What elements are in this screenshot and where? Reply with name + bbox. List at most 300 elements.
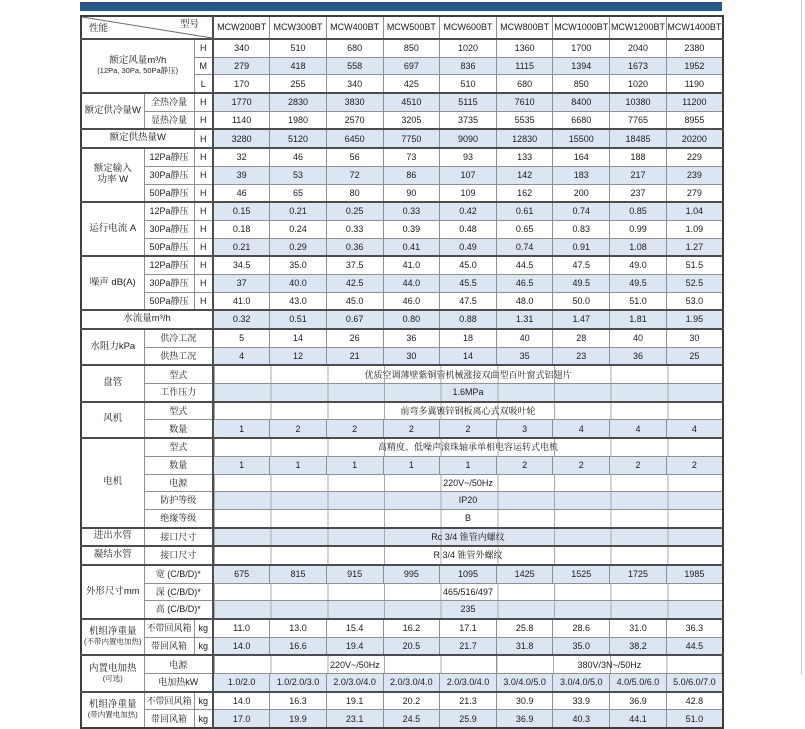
cell-input-power-30pa-MCW600BT: 107 [440, 166, 497, 184]
cell-water-flow-MCW1400BT: 1.95 [666, 310, 723, 329]
label-current-30pa: 30Pa静压 [144, 220, 194, 238]
cell-input-power-12pa-MCW400BT: 56 [326, 148, 383, 166]
cell-airflow-h-MCW600BT: 1020 [440, 39, 497, 57]
cell-airflow-l-MCW400BT: 340 [326, 75, 383, 93]
cell-dim-width-MCW200BT: 675 [213, 565, 270, 583]
cell-input-power-30pa-MCW800BT: 142 [496, 166, 553, 184]
row-noise-50pa [81, 292, 723, 310]
cell-input-power-12pa-MCW1400BT: 229 [666, 148, 723, 166]
cell-current-30pa-MCW1400BT: 1.09 [666, 220, 723, 238]
cell-cooling-total-MCW1200BT: 10380 [610, 93, 667, 111]
cell-noise-12pa-MCW1400BT: 51.5 [666, 256, 723, 274]
cell-current-30pa-MCW600BT: 0.48 [440, 220, 497, 238]
label-weight-heater-plenum: 带回风箱 [144, 710, 194, 728]
cell-heating-capacity-MCW1200BT: 18485 [610, 129, 667, 148]
label-drain-pipe-size: 接口尺寸 [144, 546, 213, 565]
cell-noise-30pa-MCW300BT: 40.0 [270, 274, 327, 292]
label-motor-power-supply: 电源 [144, 474, 213, 492]
cell-noise-30pa-MCW1000BT: 49.5 [553, 274, 610, 292]
cell-weight-heater-noplenum-MCW400BT: 19.1 [326, 692, 383, 710]
label-fan-type: 型式 [144, 402, 213, 420]
cell-input-power-12pa-MCW500BT: 73 [383, 148, 440, 166]
cell-input-power-30pa-MCW1200BT: 217 [610, 166, 667, 184]
cell-motor-qty-MCW1000BT: 2 [553, 456, 610, 474]
cell-water-resist-heating-MCW800BT: 35 [496, 347, 553, 365]
cell-input-power-30pa-MCW200BT: 39 [213, 166, 270, 184]
cell-water-resist-heating-MCW200BT: 4 [213, 347, 270, 365]
label-motor-insulation: 绝缘等级 [144, 509, 213, 527]
row-weight-noheater-noplenum [81, 619, 723, 637]
cell-input-power-30pa-MCW1400BT: 239 [666, 166, 723, 184]
row-dim-depth [81, 583, 723, 601]
cell-water-resist-cooling-MCW500BT: 36 [383, 329, 440, 347]
cell-airflow-h-MCW300BT: 510 [270, 39, 327, 57]
label-noise-30pa: 30Pa静压 [144, 274, 194, 292]
unit-input-power-12pa: H [194, 148, 213, 166]
cell-heater-kw-MCW400BT: 2.0/3.0/4.0 [326, 674, 383, 692]
cell-airflow-m-MCW1400BT: 1952 [666, 57, 723, 75]
row-airflow-h [81, 39, 723, 57]
label-input-power-50pa: 50Pa静压 [144, 184, 194, 202]
cell-current-12pa-MCW800BT: 0.61 [496, 202, 553, 220]
row-input-power-50pa [81, 184, 723, 202]
cell-input-power-50pa-MCW500BT: 90 [383, 184, 440, 202]
cell-weight-noheater-plenum-MCW1400BT: 44.5 [666, 637, 723, 655]
cell-weight-heater-plenum-MCW300BT: 19.9 [270, 710, 327, 728]
cell-motor-qty-MCW500BT: 1 [383, 456, 440, 474]
span-water-pipe-size: Rc 3/4 锥管内螺纹 [213, 528, 723, 547]
row-water-pipe-size [81, 528, 723, 547]
cell-fan-qty-MCW1200BT: 4 [610, 420, 667, 438]
cell-water-resist-cooling-MCW200BT: 5 [213, 329, 270, 347]
cell-fan-qty-MCW1000BT: 4 [553, 420, 610, 438]
cell-cooling-sensible-MCW800BT: 5535 [496, 111, 553, 129]
spec-table [80, 15, 724, 729]
cell-motor-qty-MCW400BT: 1 [326, 456, 383, 474]
cell-weight-noheater-plenum-MCW1200BT: 38.2 [610, 637, 667, 655]
row-fan-qty [81, 420, 723, 438]
cell-airflow-m-MCW800BT: 1115 [496, 57, 553, 75]
cell-heater-kw-MCW300BT: 1.0/2.0/3.0 [270, 674, 327, 692]
cell-dim-width-MCW1400BT: 1985 [666, 565, 723, 583]
cell-water-flow-MCW300BT: 0.51 [270, 310, 327, 329]
cell-weight-heater-plenum-MCW600BT: 25.9 [440, 710, 497, 728]
cell-motor-qty-MCW600BT: 1 [440, 456, 497, 474]
row-water-flow [81, 310, 723, 329]
label-water-flow: 水流量m³/h [81, 310, 213, 329]
cell-current-30pa-MCW200BT: 0.18 [213, 220, 270, 238]
label-airflow-h: 额定风量m³/h (12Pa, 30Pa, 50Pa静压) [81, 39, 194, 93]
cell-water-resist-cooling-MCW400BT: 26 [326, 329, 383, 347]
cell-water-resist-cooling-MCW300BT: 14 [270, 329, 327, 347]
label-coil-pressure: 工作压力 [144, 384, 213, 402]
span-drain-pipe-size: R 3/4 锥管外螺纹 [213, 546, 723, 565]
cell-cooling-sensible-MCW1400BT: 8955 [666, 111, 723, 129]
label-motor-qty: 数量 [144, 456, 213, 474]
cell-weight-noheater-noplenum-MCW400BT: 15.4 [326, 619, 383, 637]
label-fan-type: 风机 [81, 402, 144, 438]
cell-airflow-m-MCW300BT: 418 [270, 57, 327, 75]
model-header-MCW500BT: MCW500BT [383, 16, 440, 39]
cell-input-power-30pa-MCW300BT: 53 [270, 166, 327, 184]
unit-noise-50pa: H [194, 292, 213, 310]
unit-input-power-50pa: H [194, 184, 213, 202]
cell-water-resist-cooling-MCW1200BT: 40 [610, 329, 667, 347]
page-right-edge-line [801, 0, 802, 675]
cell-weight-noheater-plenum-MCW200BT: 14.0 [213, 637, 270, 655]
label-fan-qty: 数量 [144, 420, 213, 438]
cell-input-power-50pa-MCW800BT: 162 [496, 184, 553, 202]
span-heater-power-supply-2: 380V/3N~/50Hz [496, 655, 723, 673]
cell-water-flow-MCW400BT: 0.67 [326, 310, 383, 329]
cell-cooling-total-MCW1000BT: 8400 [553, 93, 610, 111]
cell-current-12pa-MCW400BT: 0.25 [326, 202, 383, 220]
cell-water-resist-cooling-MCW1000BT: 28 [553, 329, 610, 347]
cell-airflow-h-MCW500BT: 850 [383, 39, 440, 57]
cell-input-power-50pa-MCW600BT: 109 [440, 184, 497, 202]
cell-airflow-m-MCW500BT: 697 [383, 57, 440, 75]
unit-input-power-30pa: H [194, 166, 213, 184]
cell-noise-50pa-MCW400BT: 45.0 [326, 292, 383, 310]
cell-fan-qty-MCW600BT: 2 [440, 420, 497, 438]
row-input-power-30pa [81, 166, 723, 184]
cell-noise-50pa-MCW1400BT: 53.0 [666, 292, 723, 310]
cell-input-power-12pa-MCW300BT: 46 [270, 148, 327, 166]
cell-noise-12pa-MCW200BT: 34.5 [213, 256, 270, 274]
row-weight-noheater-plenum [81, 637, 723, 655]
cell-water-resist-cooling-MCW800BT: 40 [496, 329, 553, 347]
cell-heating-capacity-MCW300BT: 5120 [270, 129, 327, 148]
cell-weight-noheater-noplenum-MCW300BT: 13.0 [270, 619, 327, 637]
cell-current-50pa-MCW800BT: 0.74 [496, 238, 553, 256]
unit-airflow-m: M [194, 57, 213, 75]
cell-current-50pa-MCW600BT: 0.49 [440, 238, 497, 256]
cell-cooling-sensible-MCW300BT: 1980 [270, 111, 327, 129]
span-dim-depth: 465/516/497 [213, 583, 723, 601]
cell-airflow-l-MCW200BT: 170 [213, 75, 270, 93]
cell-weight-heater-noplenum-MCW600BT: 21.3 [440, 692, 497, 710]
unit-noise-12pa: H [194, 256, 213, 274]
cell-noise-12pa-MCW600BT: 45.0 [440, 256, 497, 274]
cell-weight-heater-plenum-MCW1400BT: 51.0 [666, 710, 723, 728]
model-header-MCW200BT: MCW200BT [213, 16, 270, 39]
label-weight-noheater-noplenum: 机组净重量 (不带内置电加热) [81, 619, 144, 655]
cell-cooling-total-MCW600BT: 5115 [440, 93, 497, 111]
header-model-label: 型号 [180, 19, 200, 30]
cell-noise-50pa-MCW300BT: 43.0 [270, 292, 327, 310]
span-motor-ip-rating: IP20 [213, 492, 723, 510]
unit-noise-30pa: H [194, 274, 213, 292]
cell-noise-30pa-MCW200BT: 37 [213, 274, 270, 292]
cell-weight-noheater-noplenum-MCW800BT: 25.8 [496, 619, 553, 637]
cell-current-12pa-MCW1000BT: 0.74 [553, 202, 610, 220]
span-motor-insulation: B [213, 509, 723, 527]
cell-water-resist-cooling-MCW1400BT: 30 [666, 329, 723, 347]
row-coil-pressure [81, 384, 723, 402]
cell-dim-width-MCW1000BT: 1525 [553, 565, 610, 583]
cell-water-resist-heating-MCW1200BT: 36 [610, 347, 667, 365]
cell-input-power-50pa-MCW1000BT: 200 [553, 184, 610, 202]
unit-airflow-h: H [194, 39, 213, 57]
cell-airflow-l-MCW800BT: 680 [496, 75, 553, 93]
label-weight-noheater-plenum: 带回风箱 [144, 637, 194, 655]
unit-weight-heater-plenum: kg [194, 710, 213, 728]
cell-noise-50pa-MCW600BT: 47.5 [440, 292, 497, 310]
label-noise-50pa: 50Pa静压 [144, 292, 194, 310]
cell-cooling-sensible-MCW600BT: 3735 [440, 111, 497, 129]
cell-noise-12pa-MCW800BT: 44.5 [496, 256, 553, 274]
label-dim-depth: 深 (C/B/D)* [144, 583, 213, 601]
label-motor-ip-rating: 防护等级 [144, 492, 213, 510]
cell-current-30pa-MCW400BT: 0.33 [326, 220, 383, 238]
cell-motor-qty-MCW800BT: 2 [496, 456, 553, 474]
cell-water-flow-MCW800BT: 1.31 [496, 310, 553, 329]
label-heating-capacity: 额定供热量W [81, 129, 194, 148]
cell-heating-capacity-MCW200BT: 3280 [213, 129, 270, 148]
cell-water-flow-MCW1000BT: 1.47 [553, 310, 610, 329]
cell-fan-qty-MCW800BT: 3 [496, 420, 553, 438]
cell-airflow-h-MCW400BT: 680 [326, 39, 383, 57]
cell-heater-kw-MCW200BT: 1.0/2.0 [213, 674, 270, 692]
label-noise-12pa: 噪声 dB(A) [81, 256, 144, 310]
model-header-MCW400BT: MCW400BT [326, 16, 383, 39]
cell-fan-qty-MCW200BT: 1 [213, 420, 270, 438]
cell-water-resist-heating-MCW1400BT: 25 [666, 347, 723, 365]
cell-weight-noheater-noplenum-MCW600BT: 17.1 [440, 619, 497, 637]
cell-input-power-50pa-MCW1400BT: 279 [666, 184, 723, 202]
cell-noise-12pa-MCW300BT: 35.0 [270, 256, 327, 274]
row-fan-type [81, 402, 723, 420]
label-input-power-12pa: 12Pa静压 [144, 148, 194, 166]
cell-dim-width-MCW500BT: 995 [383, 565, 440, 583]
cell-current-30pa-MCW1000BT: 0.83 [553, 220, 610, 238]
cell-weight-noheater-plenum-MCW600BT: 21.7 [440, 637, 497, 655]
cell-motor-qty-MCW1200BT: 2 [610, 456, 667, 474]
span-dim-height: 235 [213, 601, 723, 619]
cell-heating-capacity-MCW600BT: 9090 [440, 129, 497, 148]
label-dim-height: 高 (C/B/D)* [144, 601, 213, 619]
cell-water-flow-MCW500BT: 0.80 [383, 310, 440, 329]
row-current-30pa [81, 220, 723, 238]
cell-input-power-12pa-MCW200BT: 32 [213, 148, 270, 166]
row-noise-30pa [81, 274, 723, 292]
span-coil-type: 优质空调薄壁紫铜管机械涨接双曲型百叶窗式铝翅片 [213, 365, 723, 383]
model-header-MCW300BT: MCW300BT [270, 16, 327, 39]
cell-heater-kw-MCW1200BT: 4.0/5.0/6.0 [610, 674, 667, 692]
label-water-resist-cooling: 供冷工况 [144, 329, 213, 347]
cell-noise-30pa-MCW1400BT: 52.5 [666, 274, 723, 292]
cell-noise-12pa-MCW500BT: 41.0 [383, 256, 440, 274]
cell-weight-heater-plenum-MCW400BT: 23.1 [326, 710, 383, 728]
cell-heating-capacity-MCW1400BT: 20200 [666, 129, 723, 148]
cell-noise-30pa-MCW600BT: 45.5 [440, 274, 497, 292]
model-header-MCW600BT: MCW600BT [440, 16, 497, 39]
label-coil-type: 型式 [144, 365, 213, 383]
label-dim-width: 外形尺寸mm [81, 565, 144, 619]
cell-weight-heater-noplenum-MCW1000BT: 33.9 [553, 692, 610, 710]
cell-input-power-50pa-MCW1200BT: 237 [610, 184, 667, 202]
span-motor-type: 高精度、低噪声滚珠轴承单相电容运转式电机 [213, 438, 723, 456]
row-motor-qty [81, 456, 723, 474]
cell-heater-kw-MCW1000BT: 3.0/4.0/5.0 [553, 674, 610, 692]
spec-sheet [80, 2, 722, 729]
row-heater-power-supply [81, 655, 723, 673]
label-current-50pa: 50Pa静压 [144, 238, 194, 256]
cell-input-power-12pa-MCW1200BT: 188 [610, 148, 667, 166]
cell-weight-heater-plenum-MCW500BT: 24.5 [383, 710, 440, 728]
label-cooling-sensible: 显热冷量 [144, 111, 194, 129]
cell-current-50pa-MCW1200BT: 1.08 [610, 238, 667, 256]
cell-noise-50pa-MCW1200BT: 51.0 [610, 292, 667, 310]
cell-noise-50pa-MCW1000BT: 50.0 [553, 292, 610, 310]
cell-weight-noheater-noplenum-MCW1400BT: 36.3 [666, 619, 723, 637]
cell-airflow-m-MCW1200BT: 1673 [610, 57, 667, 75]
label-water-pipe-size: 接口尺寸 [144, 528, 213, 547]
row-dim-width [81, 565, 723, 583]
header-performance-label: 性能 [89, 23, 109, 35]
unit-weight-noheater-plenum: kg [194, 637, 213, 655]
cell-motor-qty-MCW300BT: 1 [270, 456, 327, 474]
cell-heater-kw-MCW1400BT: 5.0/6.0/7.0 [666, 674, 723, 692]
cell-noise-30pa-MCW1200BT: 49.5 [610, 274, 667, 292]
cell-weight-heater-noplenum-MCW500BT: 20.2 [383, 692, 440, 710]
span-coil-pressure: 1.6MPa [213, 384, 723, 402]
cell-current-50pa-MCW500BT: 0.41 [383, 238, 440, 256]
cell-heater-kw-MCW800BT: 3.0/4.0/5.0 [496, 674, 553, 692]
cell-current-50pa-MCW1400BT: 1.27 [666, 238, 723, 256]
cell-weight-noheater-plenum-MCW1000BT: 35.0 [553, 637, 610, 655]
unit-cooling-sensible: H [194, 111, 213, 129]
label-cooling-total: 额定供冷量W [81, 93, 144, 129]
cell-noise-30pa-MCW500BT: 44.0 [383, 274, 440, 292]
cell-weight-heater-noplenum-MCW1400BT: 42.8 [666, 692, 723, 710]
cell-water-resist-heating-MCW300BT: 12 [270, 347, 327, 365]
label-heater-power-supply: 电源 [144, 655, 213, 673]
cell-water-flow-MCW600BT: 0.88 [440, 310, 497, 329]
cell-airflow-h-MCW1400BT: 2380 [666, 39, 723, 57]
model-header-MCW1000BT: MCW1000BT [553, 16, 610, 39]
model-header-MCW800BT: MCW800BT [496, 16, 553, 39]
label-heater-kw: 电加热kW [144, 674, 213, 692]
model-header-MCW1200BT: MCW1200BT [610, 16, 667, 39]
cell-noise-30pa-MCW400BT: 42.5 [326, 274, 383, 292]
cell-current-30pa-MCW1200BT: 0.99 [610, 220, 667, 238]
label-water-pipe-size: 进出水管 [81, 528, 144, 547]
cell-input-power-30pa-MCW1000BT: 183 [553, 166, 610, 184]
cell-input-power-12pa-MCW600BT: 93 [440, 148, 497, 166]
table-top-accent-bar [80, 2, 722, 11]
row-current-12pa [81, 202, 723, 220]
cell-heater-kw-MCW500BT: 2.0/3.0/4.0 [383, 674, 440, 692]
cell-weight-heater-plenum-MCW1200BT: 44.1 [610, 710, 667, 728]
unit-current-30pa: H [194, 220, 213, 238]
unit-cooling-total: H [194, 93, 213, 111]
cell-input-power-50pa-MCW200BT: 46 [213, 184, 270, 202]
cell-noise-50pa-MCW800BT: 48.0 [496, 292, 553, 310]
row-heating-capacity [81, 129, 723, 148]
cell-airflow-l-MCW600BT: 510 [440, 75, 497, 93]
cell-current-12pa-MCW1400BT: 1.04 [666, 202, 723, 220]
cell-dim-width-MCW300BT: 815 [270, 565, 327, 583]
cell-input-power-12pa-MCW800BT: 133 [496, 148, 553, 166]
cell-weight-heater-noplenum-MCW800BT: 30.9 [496, 692, 553, 710]
cell-water-resist-heating-MCW500BT: 30 [383, 347, 440, 365]
cell-current-12pa-MCW500BT: 0.33 [383, 202, 440, 220]
unit-heating-capacity: H [194, 129, 213, 148]
cell-current-30pa-MCW800BT: 0.65 [496, 220, 553, 238]
label-drain-pipe-size: 凝结水管 [81, 546, 144, 565]
cell-weight-noheater-noplenum-MCW1200BT: 31.0 [610, 619, 667, 637]
cell-current-12pa-MCW1200BT: 0.85 [610, 202, 667, 220]
row-cooling-total [81, 93, 723, 111]
cell-cooling-sensible-MCW500BT: 3205 [383, 111, 440, 129]
cell-cooling-sensible-MCW1200BT: 7765 [610, 111, 667, 129]
cell-cooling-total-MCW1400BT: 11200 [666, 93, 723, 111]
unit-current-12pa: H [194, 202, 213, 220]
cell-airflow-m-MCW200BT: 279 [213, 57, 270, 75]
cell-noise-50pa-MCW200BT: 41.0 [213, 292, 270, 310]
cell-airflow-h-MCW800BT: 1360 [496, 39, 553, 57]
row-motor-type [81, 438, 723, 456]
label-water-resist-heating: 供热工况 [144, 347, 213, 365]
label-dim-width: 宽 (C/B/D)* [144, 565, 213, 583]
cell-water-resist-heating-MCW1000BT: 23 [553, 347, 610, 365]
cell-dim-width-MCW400BT: 915 [326, 565, 383, 583]
cell-weight-noheater-plenum-MCW300BT: 16.6 [270, 637, 327, 655]
cell-input-power-50pa-MCW300BT: 65 [270, 184, 327, 202]
cell-heating-capacity-MCW500BT: 7750 [383, 129, 440, 148]
cell-weight-heater-noplenum-MCW200BT: 14.0 [213, 692, 270, 710]
cell-dim-width-MCW800BT: 1425 [496, 565, 553, 583]
row-dim-height [81, 601, 723, 619]
model-header-MCW1400BT: MCW1400BT [666, 16, 723, 39]
cell-fan-qty-MCW500BT: 2 [383, 420, 440, 438]
cell-water-flow-MCW200BT: 0.32 [213, 310, 270, 329]
cell-noise-12pa-MCW1200BT: 49.0 [610, 256, 667, 274]
cell-airflow-m-MCW600BT: 836 [440, 57, 497, 75]
row-drain-pipe-size [81, 546, 723, 565]
cell-noise-50pa-MCW500BT: 46.0 [383, 292, 440, 310]
label-current-12pa: 12Pa静压 [144, 202, 194, 220]
cell-water-resist-heating-MCW600BT: 14 [440, 347, 497, 365]
cell-fan-qty-MCW300BT: 2 [270, 420, 327, 438]
label-weight-noheater-noplenum: 不带回风箱 [144, 619, 194, 637]
cell-input-power-12pa-MCW1000BT: 164 [553, 148, 610, 166]
cell-input-power-50pa-MCW400BT: 80 [326, 184, 383, 202]
cell-airflow-l-MCW300BT: 255 [270, 75, 327, 93]
cell-current-12pa-MCW300BT: 0.21 [270, 202, 327, 220]
label-coil-type: 盘管 [81, 365, 144, 401]
span-heater-power-supply: 220V~/50Hz [213, 655, 496, 673]
cell-airflow-h-MCW1200BT: 2040 [610, 39, 667, 57]
cell-weight-heater-noplenum-MCW300BT: 16.3 [270, 692, 327, 710]
unit-current-50pa: H [194, 238, 213, 256]
cell-weight-heater-plenum-MCW200BT: 17.0 [213, 710, 270, 728]
cell-airflow-l-MCW1000BT: 850 [553, 75, 610, 93]
cell-weight-noheater-noplenum-MCW1000BT: 28.6 [553, 619, 610, 637]
cell-noise-30pa-MCW800BT: 46.5 [496, 274, 553, 292]
cell-airflow-m-MCW400BT: 558 [326, 57, 383, 75]
cell-heating-capacity-MCW400BT: 6450 [326, 129, 383, 148]
cell-input-power-30pa-MCW400BT: 72 [326, 166, 383, 184]
header-row [81, 16, 723, 39]
cell-weight-noheater-plenum-MCW400BT: 19.4 [326, 637, 383, 655]
cell-motor-qty-MCW200BT: 1 [213, 456, 270, 474]
cell-airflow-h-MCW200BT: 340 [213, 39, 270, 57]
cell-heating-capacity-MCW800BT: 12830 [496, 129, 553, 148]
cell-water-resist-heating-MCW400BT: 21 [326, 347, 383, 365]
cell-current-50pa-MCW1000BT: 0.91 [553, 238, 610, 256]
